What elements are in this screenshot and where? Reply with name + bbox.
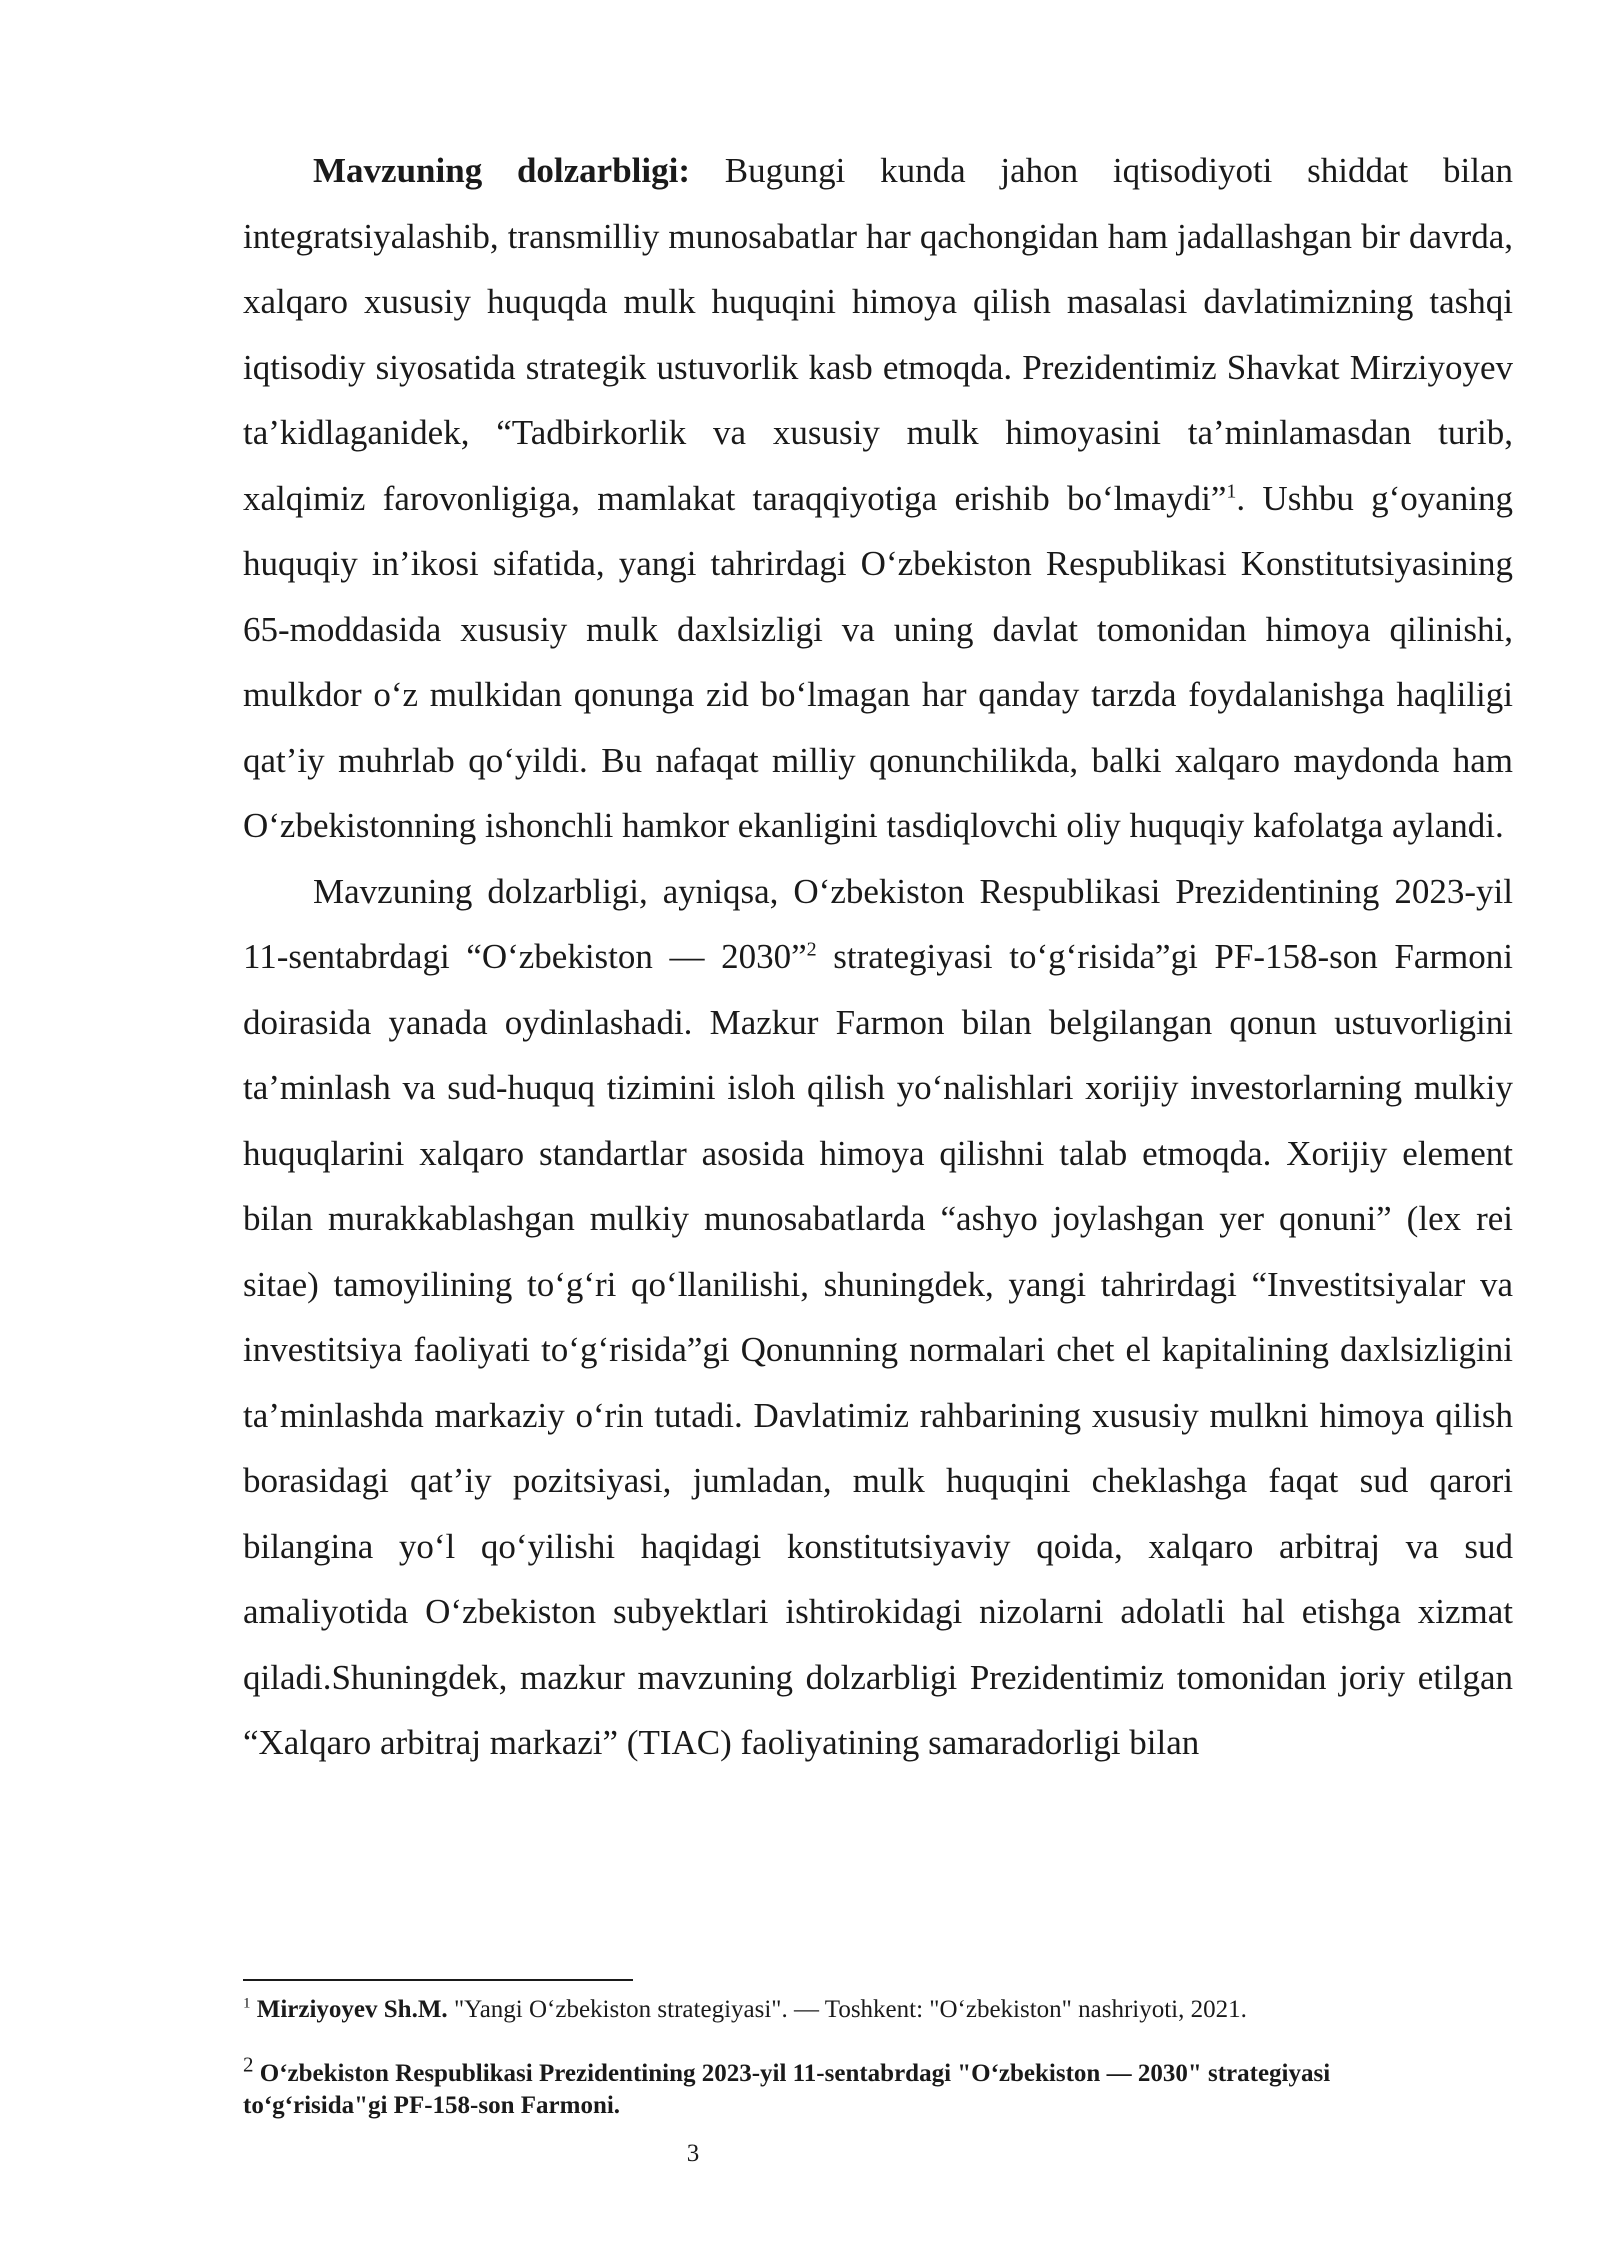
paragraph-2-text-a: Mavzuning dolzarbligi, ayniqsa, O‘zbekiston Respublikasi Prezidentining 2023-yil 11-sentabrdagi “O‘zbekiston — 2030”: [243, 871, 1513, 976]
main-text: [243, 138, 1513, 1776]
paragraph-2-text-b: strategiyasi to‘g‘risida”gi PF-158-son Farmoni doirasida yanada oydinlashadi. Mazkur Farmon bilan belgilangan qonun ustuvorligini ta’minlash va sud-huquq tizimini isloh qilish yo‘nalishlari xorijiy investorlarning mulkiy huquqlarini xalqaro standartlar asosida himoya qilishni talab etmoqda. Xorijiy element bilan murakkablashgan mulkiy munosabatlarda “ashyo joylashgan yer qonuni” (lex rei sitae) tamoyilining to‘g‘ri qo‘llanilishi, shuningdek, yangi tahrirdagi “Investitsiyalar va investitsiya faoliyati to‘g‘risida”gi Qonunning normalari chet el kapitalining daxlsizligini ta’minlashda markaziy o‘rin tutadi. Davlatimiz rahbarining xususiy mulkni himoya qilish borasidagi qat’iy pozitsiyasi, jumladan, mulk huquqini cheklashga faqat sud qarori bilangina yo‘l qo‘yilishi haqidagi konstitutsiyaviy qoida, xalqaro arbitraj va sud amaliyotida O‘zbekiston subyektlari ishtirokidagi nizolarni adolatli hal etishga xizmat qiladi.Shuningdek, mazkur mavzuning dolzarbligi Prezidentimiz tomonidan joriy etilgan “Xalqaro arbitraj markazi” (TIAC) faoliyatining samaradorligi bilan: [243, 937, 1513, 1762]
footnote-1-mark: 1: [243, 1995, 251, 2012]
paragraph-2: [243, 859, 1513, 1776]
page-number: 3: [686, 2140, 700, 2167]
footnote-2: [243, 2052, 1443, 2122]
footnote-1-author: Mirziyoyev Sh.M.: [256, 1996, 448, 2023]
footnote-1-text: "Yangi O‘zbekiston strategiyasi". — Toshkent: "O‘zbekiston" nashriyoti, 2021.: [447, 1996, 1247, 2023]
paragraph-1-text-a: Bugungi kunda jahon iqtisodiyoti shiddat bilan integratsiyalashib, transmilliy munosabatlar har qachongidan ham jadallashgan bir davrda, xalqaro xususiy huquqda mulk huquqini himoya qilish masalasi davlatimizning tashqi iqtisodiy siyosatida strategik ustuvorlik kasb etmoqda. Prezidentimiz Shavkat Mirziyoyev ta’kidlaganidek, “Tadbirkorlik va xususiy mulk himoyasini ta’minlamasdan turib, xalqimiz farovonligiga, mamlakat taraqqiyotiga erishib bo‘lmaydi”: [243, 151, 1513, 518]
footnote-separator: [243, 1979, 633, 1981]
paragraph-1: [243, 138, 1513, 859]
footnote-ref-2[interactable]: 2: [806, 938, 817, 961]
footnote-2-text: O‘zbekiston Respublikasi Prezidentining 2023-yil 11-sentabrdagi "O‘zbekiston — 2030" strategiyasi to‘g‘risida"gi PF-158-son Farmoni.: [243, 2060, 1331, 2119]
footnotes: [243, 1994, 1443, 2122]
footnote-ref-1[interactable]: 1: [1226, 479, 1237, 502]
paragraph-1-text-b: . Ushbu g‘oyaning huquqiy in’ikosi sifatida, yangi tahrirdagi O‘zbekiston Respublikasi Konstitutsiyasining 65-moddasida xususiy mulk daxlsizligi va uning davlat tomonidan himoya qilinishi, mulkdor o‘z mulkidan qonunga zid bo‘lmagan har qanday tarzda foydalanishga haqliligi qat’iy muhrlab qo‘yildi. Bu nafaqat milliy qonunchilikda, balki xalqaro maydonda ham O‘zbekistonning ishonchli hamkor ekanligini tasdiqlovchi oliy huquqiy kafolatga aylandi.: [243, 478, 1513, 845]
section-lead-heading: Mavzuning dolzarbligi:: [313, 151, 691, 190]
footnote-1: [243, 1994, 1443, 2026]
footnote-2-mark: 2: [243, 2052, 254, 2077]
